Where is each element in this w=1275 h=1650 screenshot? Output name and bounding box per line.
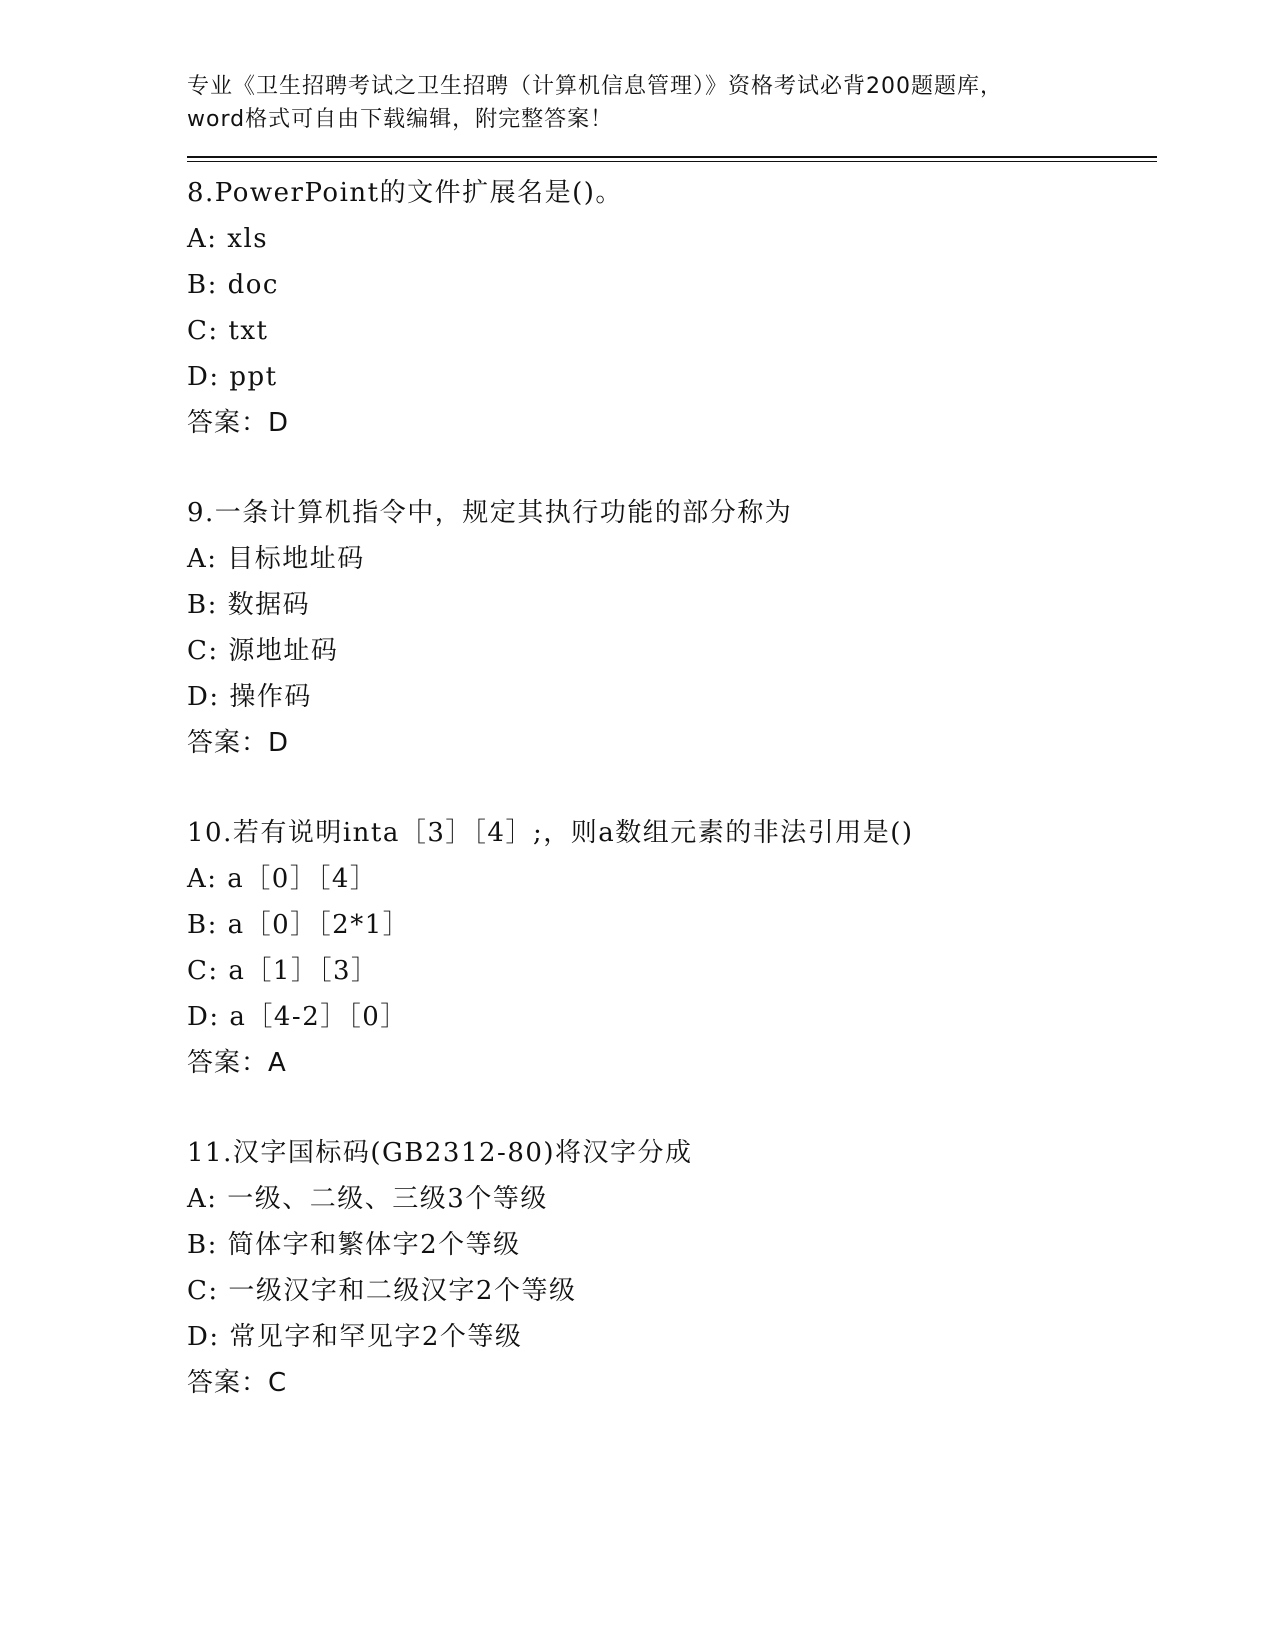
- option-d: D: 常见字和罕见字2个等级: [187, 1322, 523, 1352]
- option-b: B: 简体字和繁体字2个等级: [187, 1230, 521, 1260]
- option-b: B: doc: [187, 270, 279, 300]
- answer-label: 答案：D: [187, 728, 290, 758]
- question-stem: 8.PowerPoint的文件扩展名是()。: [187, 178, 623, 208]
- option-a: A: a［0］［4］: [187, 864, 378, 894]
- answer-label: 答案：A: [187, 1048, 287, 1078]
- option-c: C: a［1］［3］: [187, 956, 379, 986]
- question-list: [187, 170, 1157, 1406]
- question-stem: 11.汉字国标码(GB2312-80)将汉字分成: [187, 1138, 693, 1168]
- option-a: A: 一级、二级、三级3个等级: [187, 1184, 548, 1214]
- option-c: C: 一级汉字和二级汉字2个等级: [187, 1276, 577, 1306]
- option-a: A: 目标地址码: [187, 544, 365, 574]
- option-a: A: xls: [187, 224, 269, 254]
- header-divider: [187, 156, 1157, 162]
- question-stem: 10.若有说明inta［3］［4］;，则a数组元素的非法引用是(): [187, 818, 914, 848]
- header-line-2: word格式可自由下载编辑，附完整答案！: [187, 107, 614, 132]
- document-page: [187, 70, 1157, 1450]
- option-b: B: 数据码: [187, 590, 311, 620]
- option-d: D: ppt: [187, 362, 278, 392]
- answer-label: 答案：C: [187, 1368, 288, 1398]
- question-9: [187, 490, 1157, 766]
- option-d: D: 操作码: [187, 682, 312, 712]
- option-b: B: a［0］［2*1］: [187, 910, 411, 940]
- question-stem: 9.一条计算机指令中，规定其执行功能的部分称为: [187, 498, 793, 528]
- question-8: [187, 170, 1157, 446]
- header-line-1: 专业《卫生招聘考试之卫生招聘（计算机信息管理）》资格考试必背200题题库，: [187, 74, 1003, 99]
- option-c: C: txt: [187, 316, 269, 346]
- question-10: [187, 810, 1157, 1086]
- option-d: D: a［4-2］［0］: [187, 1002, 408, 1032]
- option-c: C: 源地址码: [187, 636, 339, 666]
- question-11: [187, 1130, 1157, 1406]
- document-header: [187, 70, 1157, 136]
- answer-label: 答案：D: [187, 408, 290, 438]
